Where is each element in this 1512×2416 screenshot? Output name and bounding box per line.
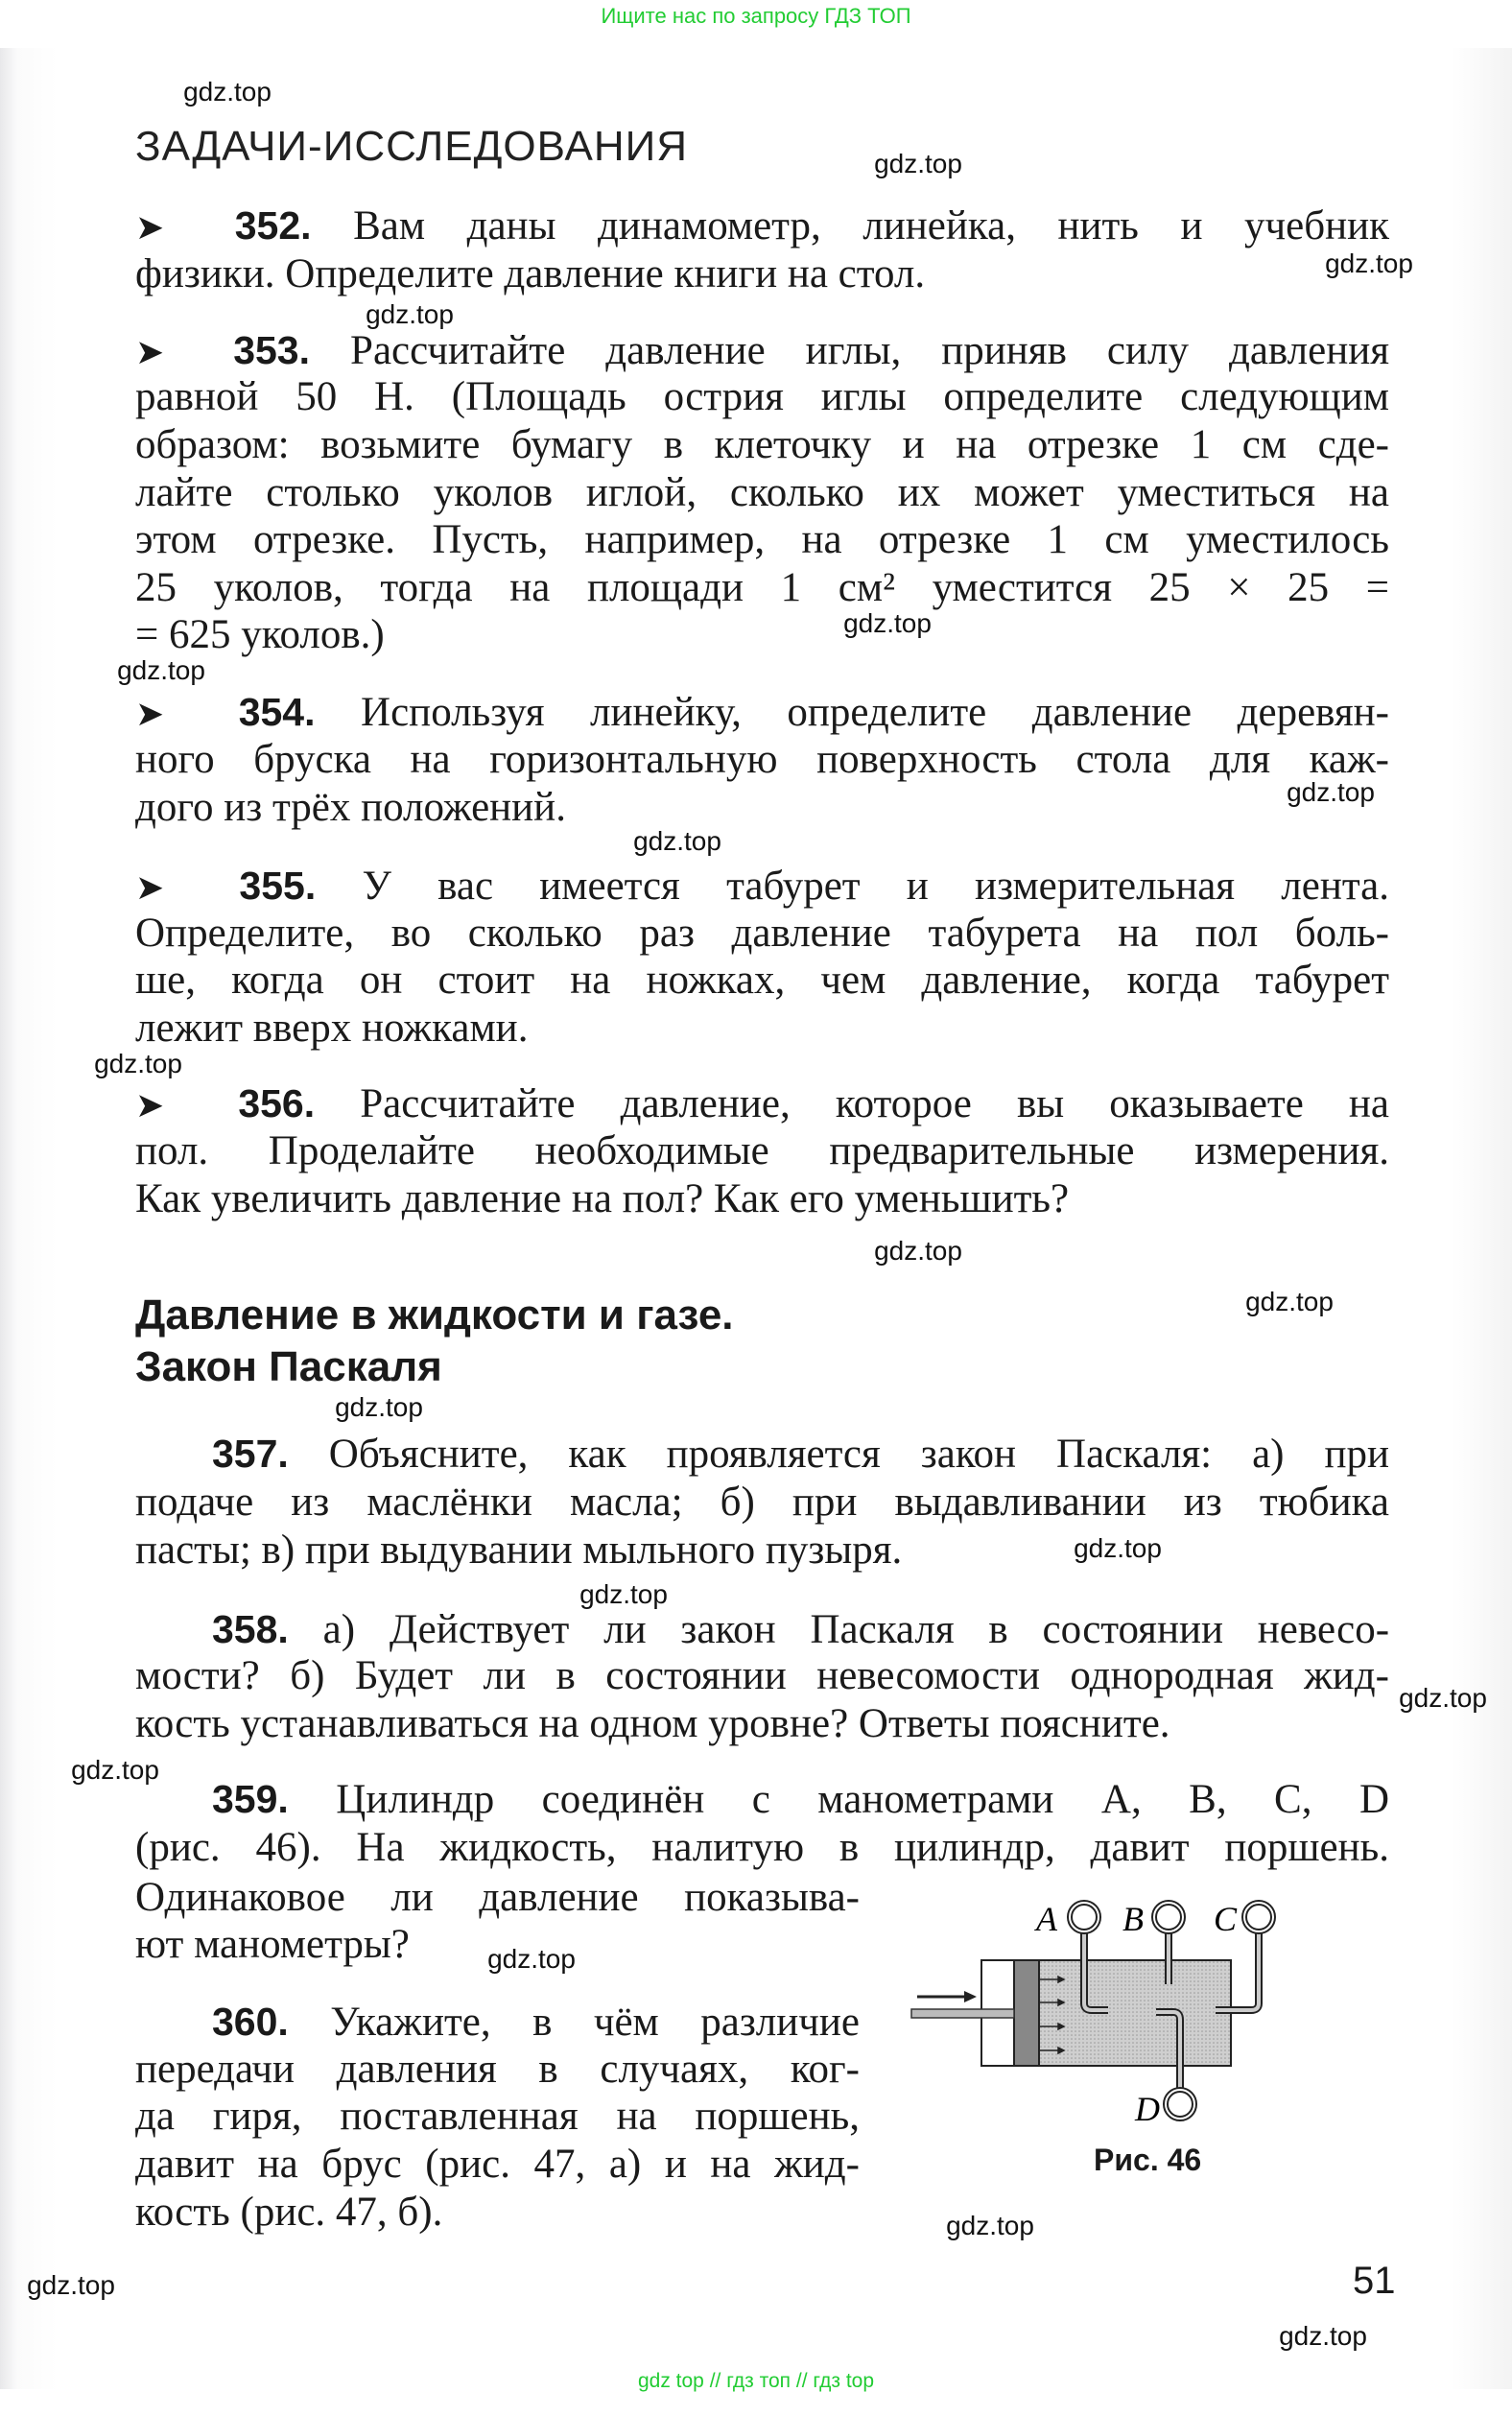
- watermark: gdz.top: [946, 2211, 1034, 2240]
- problem-text: Используя линейку, определите давление деревян-: [361, 690, 1389, 735]
- problem-number: 358.: [212, 1607, 289, 1651]
- section-title: ЗАДАЧИ-ИССЛЕДОВАНИЯ: [135, 123, 689, 170]
- problem-text: Вам даны динамометр, линейка, нить и учебник: [353, 203, 1390, 249]
- problem-line: мости? б) Будет ли в состоянии невесомости однородная жид-: [135, 1653, 1389, 1698]
- watermark: gdz.top: [117, 655, 205, 685]
- watermark: gdz.top: [1245, 1287, 1334, 1316]
- problem-line: = 625 уколов.): [135, 612, 385, 657]
- arrow-marker-icon: ➤: [135, 1086, 165, 1125]
- problem-line: Как увеличить давление на пол? Как его уменьшить?: [135, 1176, 1070, 1221]
- arrow-marker-icon: ➤: [135, 333, 165, 372]
- problem-line: дого из трёх положений.: [135, 785, 566, 830]
- problem-line: лежит вверх ножками.: [135, 1006, 529, 1051]
- problem-number: 355.: [239, 864, 317, 908]
- problem-line: ют манометры?: [135, 1922, 410, 1967]
- label-d: D: [1135, 2090, 1160, 2128]
- problem-line: кость устанавливаться на одном уровне? Ответы поясните.: [135, 1701, 1170, 1746]
- problem-number: 359.: [212, 1777, 289, 1821]
- problem-text: Объясните, как проявляется закон Паскаля: а) при: [328, 1432, 1390, 1477]
- watermark: gdz.top: [1279, 2321, 1367, 2351]
- label-c: C: [1214, 1900, 1238, 1938]
- arrow-marker-icon: ➤: [135, 868, 165, 908]
- watermark: gdz.top: [874, 1236, 962, 1266]
- watermark: gdz.top: [335, 1392, 423, 1422]
- problem-line: подаче из маслёнки масла; б) при выдавливании из тюбика: [135, 1480, 1389, 1525]
- watermark: gdz.top: [71, 1755, 159, 1785]
- watermark: gdz.top: [1074, 1533, 1162, 1563]
- problem-line: 25 уколов, тогда на площади 1 см² уместится 25 × 25 =: [135, 565, 1389, 610]
- problem-line: Одинаковое ли давление показыва-: [135, 1875, 860, 1920]
- watermark: gdz.top: [1287, 777, 1375, 807]
- figure-caption: Рис. 46: [1094, 2143, 1202, 2177]
- problem-line: пасты; в) при выдувании мыльного пузыря.: [135, 1528, 903, 1573]
- watermark: gdz.top: [579, 1579, 668, 1609]
- problem-text: Цилиндр соединён с манометрами A, B, C, D: [336, 1777, 1389, 1822]
- watermark: gdz.top: [874, 149, 962, 178]
- section-heading: Давление в жидкости и газе.: [135, 1291, 734, 1338]
- problem-number: 360.: [212, 2000, 289, 2044]
- watermark: gdz.top: [183, 77, 272, 107]
- problem-line: равной 50 Н. (Площадь острия иглы определите следующим: [135, 374, 1389, 419]
- problem-line: ше, когда он стоит на ножках, чем давление, когда табурет: [135, 958, 1389, 1003]
- problem-line: этом отрезке. Пусть, например, на отрезке 1 см уместилось: [135, 517, 1389, 562]
- problem-text: Рассчитайте давление иглы, приняв силу давления: [350, 328, 1390, 373]
- problem-number: 352.: [234, 203, 312, 248]
- watermark: gdz.top: [633, 826, 721, 856]
- problem-line: давит на брус (рис. 47, а) и на жид-: [135, 2142, 860, 2187]
- problem-text: У вас имеется табурет и измерительная лента.: [362, 864, 1390, 909]
- page-number: 51: [1353, 2260, 1396, 2302]
- watermark: gdz.top: [843, 608, 932, 638]
- problem-number: 354.: [238, 690, 316, 734]
- watermark: gdz.top: [487, 1944, 576, 1974]
- problem-line: да гиря, поставленная на поршень,: [135, 2094, 860, 2139]
- label-b: B: [1122, 1900, 1144, 1938]
- problem-number: 357.: [212, 1432, 289, 1476]
- watermark: gdz.top: [1399, 1683, 1487, 1713]
- problem-line: кость (рис. 47, б).: [135, 2190, 443, 2235]
- problem-line: Определите, во сколько раз давление табурета на пол боль-: [135, 911, 1389, 956]
- problem-line: пол. Проделайте необходимые предварительные измерения.: [135, 1128, 1389, 1173]
- problem-text: Рассчитайте давление, которое вы оказываете на: [360, 1081, 1390, 1126]
- footer-links[interactable]: gdz top // гдз топ // гдз top: [637, 2370, 875, 2392]
- watermark: gdz.top: [94, 1049, 182, 1078]
- problem-line: лайте столько уколов иглой, сколько их может уместиться на: [135, 470, 1389, 515]
- problem-line: передачи давления в случаях, ког-: [135, 2047, 860, 2092]
- problem-line: физики. Определите давление книги на стол.: [135, 251, 926, 296]
- arrow-marker-icon: ➤: [135, 208, 165, 248]
- label-a: A: [1036, 1900, 1057, 1938]
- problem-line: ного бруска на горизонтальную поверхность стола для каж-: [135, 737, 1389, 782]
- problem-number: 356.: [238, 1081, 316, 1125]
- section-heading-2: Закон Паскаля: [135, 1343, 442, 1390]
- watermark: gdz.top: [27, 2270, 115, 2300]
- problem-text: а) Действует ли закон Паскаля в состоянии невесо-: [322, 1607, 1390, 1652]
- problem-number: 353.: [233, 328, 311, 372]
- search-banner[interactable]: Ищите нас по запросу ГДЗ ТОП: [601, 4, 911, 28]
- problem-line: образом: возьмите бумагу в клеточку и на отрезке 1 см сде-: [135, 422, 1389, 467]
- problem-text: Укажите, в чём различие: [330, 2000, 860, 2045]
- watermark: gdz.top: [366, 299, 454, 329]
- problem-line: (рис. 46). На жидкость, налитую в цилиндр, давит поршень.: [135, 1825, 1389, 1870]
- watermark: gdz.top: [1325, 249, 1413, 278]
- arrow-marker-icon: ➤: [135, 695, 165, 734]
